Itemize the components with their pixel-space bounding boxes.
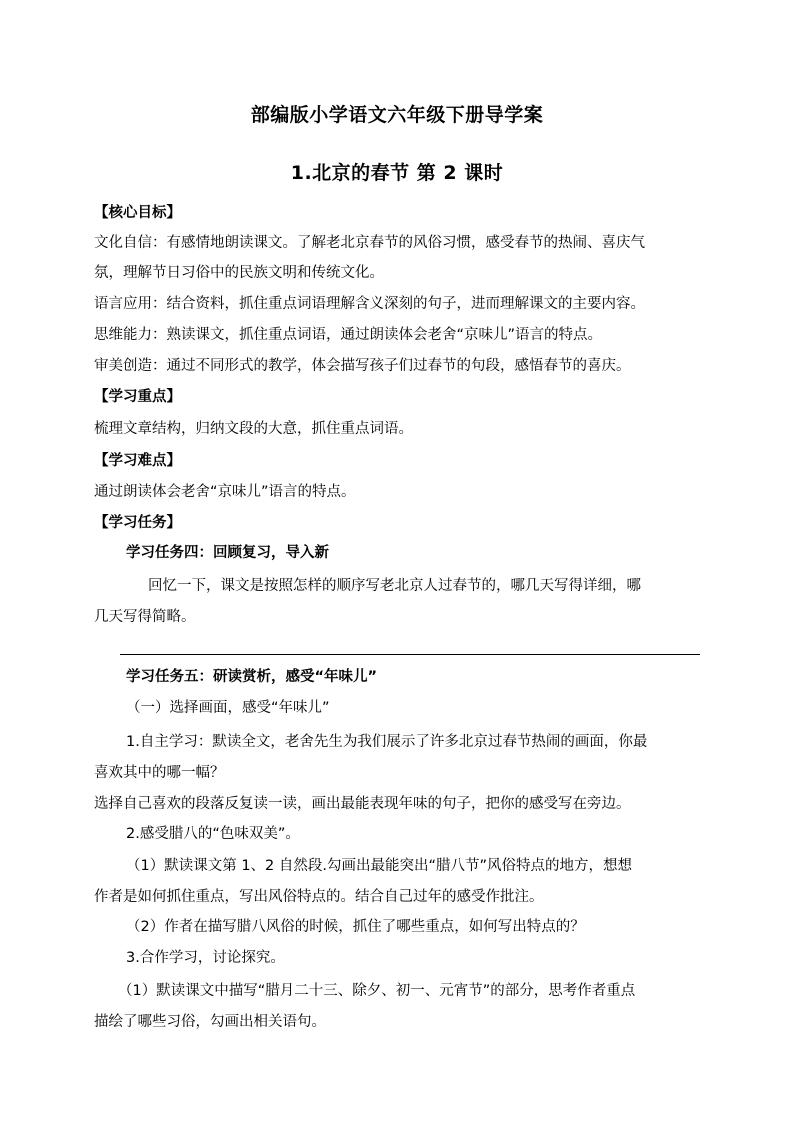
section-divider: [120, 654, 700, 655]
step1-line-3: 选择自己喜欢的段落反复读一读，画出最能表现年味的句子，把你的感受写在旁边。: [94, 796, 631, 812]
focus-heading: 【学习重点】: [94, 389, 181, 405]
goal-language: 语言应用：结合资料，抓住重点词语理解含义深刻的句子，进而理解课文的主要内容。: [94, 296, 645, 312]
goal-culture-line-1: 文化自信：有感情地朗读课文。了解老北京春节的风俗习惯，感受春节的热闹、喜庆气: [94, 235, 645, 251]
goal-thinking: 思维能力：熟读课文，抓住重点词语，通过朗读体会老舍“京味儿”语言的特点。: [94, 327, 603, 343]
lesson-subtitle: 1.北京的春节 第 2 课时: [290, 162, 504, 184]
task5-title: 学习任务五：研读赏析，感受“年味儿”: [126, 669, 378, 685]
difficulty-heading: 【学习难点】: [94, 453, 181, 469]
tasks-heading: 【学习任务】: [94, 515, 181, 531]
document-title: 部编版小学语文六年级下册导学案: [250, 104, 544, 126]
task4-text-line-1: 回忆一下，课文是按照怎样的顺序写老北京人过春节的，哪几天写得详细，哪: [148, 578, 641, 594]
step3-title: 3.合作学习，讨论探究。: [126, 950, 285, 966]
task4-title: 学习任务四：回顾复习，导入新: [126, 545, 329, 561]
focus-text: 梳理文章结构，归纳文段的大意，抓住重点词语。: [94, 421, 413, 437]
step2-q1-line-2: 作者是如何抓住重点，写出风俗特点的。结合自己过年的感受作批注。: [94, 889, 544, 905]
step1-line-2: 喜欢其中的哪一幅？: [94, 765, 225, 781]
task5-part1: （一）选择画面，感受“年味儿”: [126, 700, 330, 716]
step2-title: 2.感受腊八的“色味双美”。: [126, 826, 300, 842]
core-goals-heading: 【核心目标】: [94, 205, 181, 221]
task4-text-line-2: 几天写得简略。: [94, 609, 196, 625]
difficulty-text: 通过朗读体会老舍“京味儿”语言的特点。: [94, 484, 356, 500]
step2-q2: （2）作者在描写腊八风俗的时候，抓住了哪些重点，如何写出特点的？: [126, 919, 585, 935]
goal-culture-line-2: 氛，理解节日习俗中的民族文明和传统文化。: [94, 265, 384, 281]
step3-q1-line-2: 描绘了哪些习俗，勾画出相关语句。: [94, 1014, 326, 1030]
goal-aesthetic: 审美创造：通过不同形式的教学，体会描写孩子们过春节的句段，感悟春节的喜庆。: [94, 358, 631, 374]
step3-q1-line-1: （1）默读课文中描写“腊月二十三、除夕、初一、元宵节”的部分，思考作者重点: [118, 983, 636, 999]
step1-line-1: 1.自主学习：默读全文，老舍先生为我们展示了许多北京过春节热闹的画面，你最: [126, 734, 648, 750]
step2-q1-line-1: （1）默读课文第 1、2 自然段.勾画出最能突出“腊八节”风俗特点的地方，想想: [126, 858, 633, 874]
